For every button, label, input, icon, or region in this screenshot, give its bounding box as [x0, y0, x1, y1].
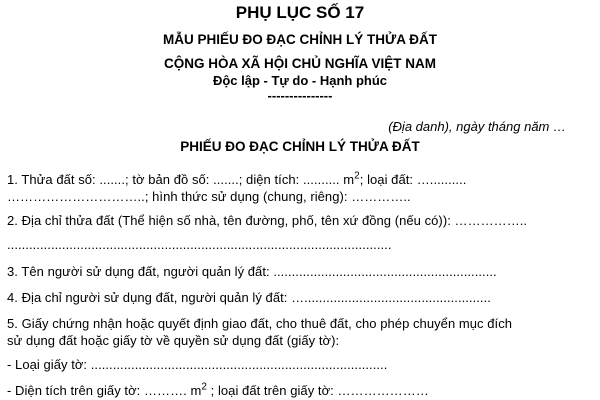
item-5-area-text-b: ; loại đất trên giấy tờ: ………………… [206, 383, 429, 398]
form-subtitle: MẪU PHIẾU ĐO ĐẠC CHỈNH LÝ THỬA ĐẤT [163, 32, 437, 47]
appendix-title: PHỤ LỤC SỐ 17 [235, 3, 365, 22]
item-1-line [7, 172, 597, 187]
item-1-continuation: …………………………..; hình thức sử dụng (chung, riêng): ………….. [7, 189, 411, 204]
item-2-line: 2. Địa chỉ thửa đất (Thể hiện số nhà, tên đường, phố, tên xứ đồng (nếu có)): …………….. [7, 213, 528, 228]
item-5-area-text-a: - Diện tích trên giấy tờ: ………. m [7, 383, 202, 398]
item-5-line: 5. Giấy chứng nhận hoặc quyết định giao đất, cho thuê đất, cho phép chuyển mục đích [7, 316, 513, 331]
item-3-line: 3. Tên người sử dụng đất, người quản lý đất: ............................................................. [7, 264, 497, 279]
item-5-document-area [7, 383, 597, 398]
item-1-text-b: ; loại đất: ….......... [359, 172, 467, 187]
item-1-superscript: 2 [354, 170, 360, 182]
place-date: (Địa danh), ngày tháng năm … [388, 119, 566, 134]
item-1-text-a: 1. Thửa đất số: .......; tờ bản đồ số: .......; diện tích: .......... m [7, 172, 355, 187]
item-5-continuation: sử dụng đất hoặc giấy tờ về quyền sử dụng đất (giấy tờ): [7, 333, 340, 348]
item-4-line: 4. Địa chỉ người sử dụng đất, người quản lý đất: …................................................... [7, 290, 491, 305]
item-5-area-superscript: 2 [201, 381, 207, 393]
national-name: CỘNG HÒA XÃ HỘI CHỦ NGHĨA VIỆT NAM [163, 56, 436, 71]
form-title: PHIẾU ĐO ĐẠC CHỈNH LÝ THỬA ĐẤT [180, 139, 420, 154]
item-2-continuation: ......................................................................................................... [7, 237, 392, 252]
item-5-document-type: - Loại giấy tờ: ................................................................................. [7, 357, 388, 372]
header-divider: --------------- [267, 88, 333, 103]
national-motto: Độc lập - Tự do - Hạnh phúc [212, 73, 388, 88]
